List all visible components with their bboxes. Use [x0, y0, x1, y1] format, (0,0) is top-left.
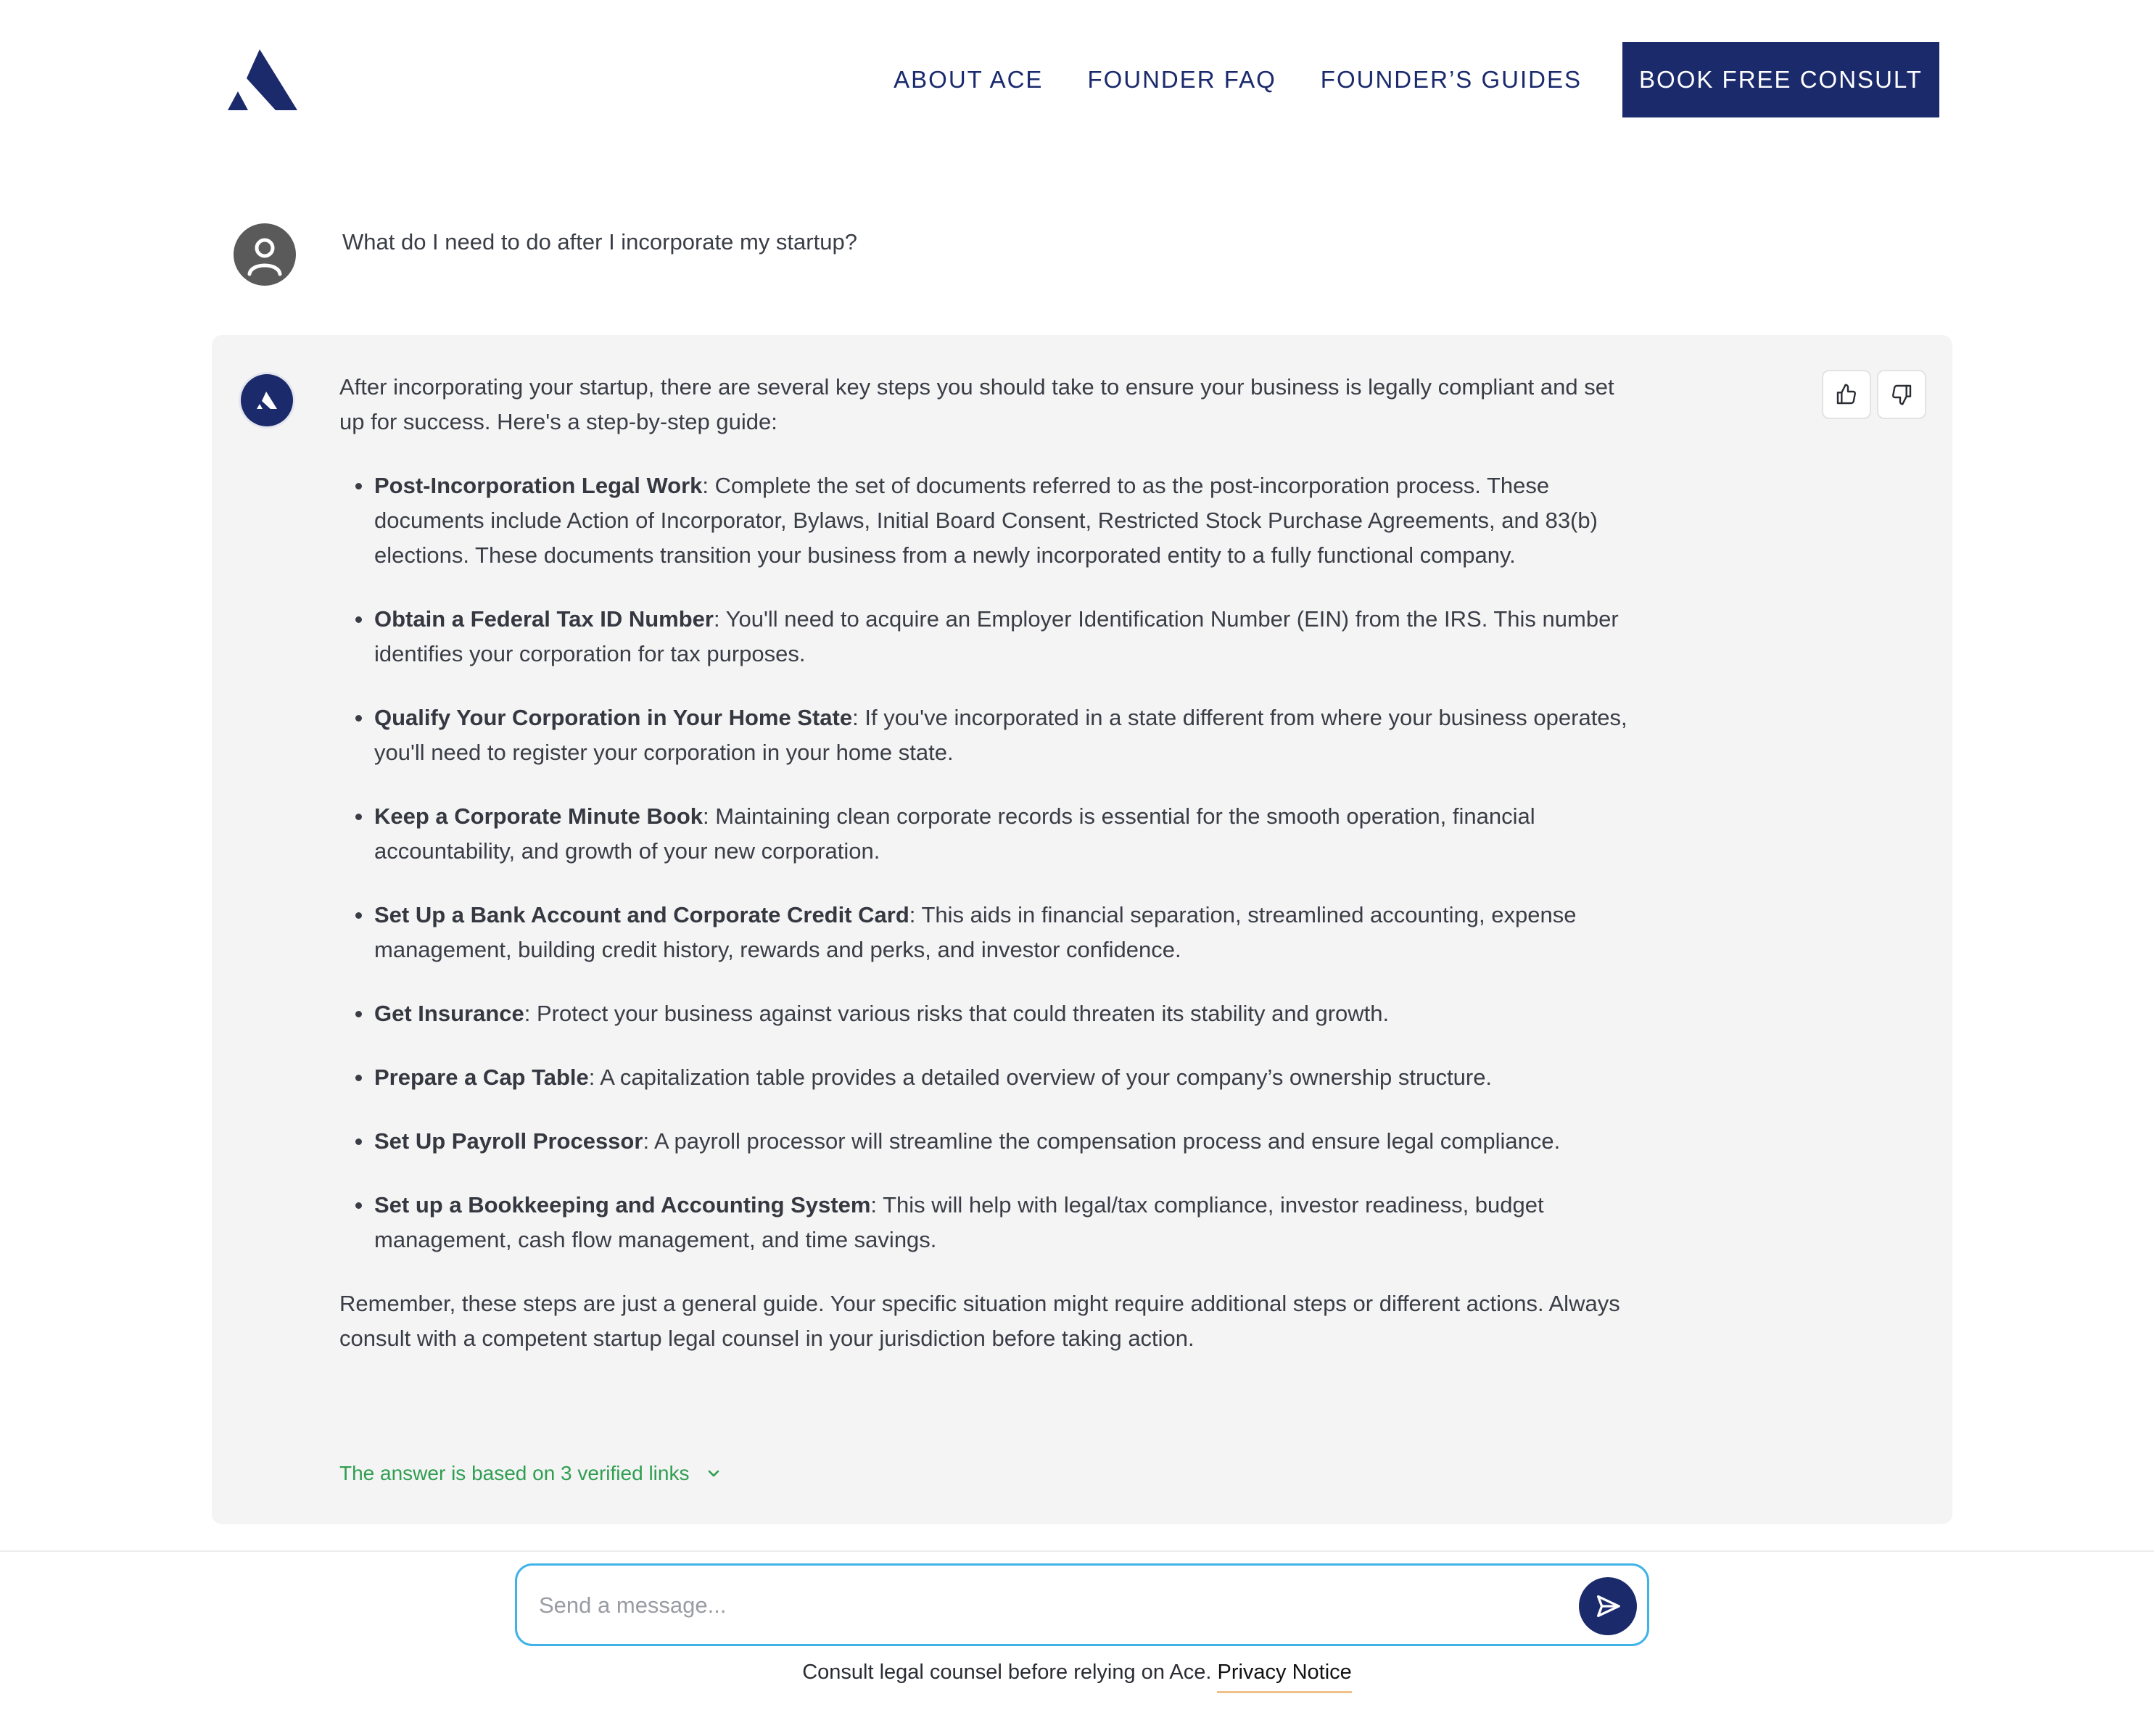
send-button[interactable]: [1579, 1577, 1637, 1635]
thumbs-up-icon: [1835, 383, 1858, 406]
list-item: [339, 602, 1645, 671]
list-item: [339, 700, 1645, 770]
thumbs-down-icon: [1890, 383, 1913, 406]
nav-founders-guides[interactable]: FOUNDER’S GUIDES: [1320, 66, 1582, 93]
step-text: : Protect your business against various risks that could threaten its stability and growth.: [524, 1001, 1390, 1026]
step-text: : This aids in financial separation, streamlined accounting, expense management, building credit history, rewards and perks, and investor confidence.: [374, 902, 1577, 962]
verified-links-toggle[interactable]: [339, 1462, 722, 1485]
user-question-text: What do I need to do after I incorporate my startup?: [342, 229, 857, 255]
send-icon: [1593, 1592, 1622, 1621]
step-text: : This will help with legal/tax compliance, investor readiness, budget management, cash flow management, and time savings.: [374, 1192, 1544, 1252]
answer-body: [339, 370, 1645, 1356]
step-title: Keep a Corporate Minute Book: [374, 803, 703, 829]
step-title: Set Up a Bank Account and Corporate Credit Card: [374, 902, 909, 927]
user-avatar-icon: [234, 223, 296, 286]
step-title: Get Insurance: [374, 1001, 524, 1026]
ace-avatar-icon: [241, 374, 293, 426]
step-text: : If you've incorporated in a state different from where your business operates, you'll need to register your corporation in your home state.: [374, 705, 1627, 765]
nav-founder-faq[interactable]: FOUNDER FAQ: [1087, 66, 1276, 93]
composer-divider: [0, 1550, 2154, 1552]
steps-list: [339, 468, 1645, 1257]
list-item: [339, 1060, 1645, 1095]
step-title: Obtain a Federal Tax ID Number: [374, 606, 714, 632]
site-header: [0, 0, 2154, 160]
chevron-down-icon: [705, 1465, 722, 1482]
step-text: : You'll need to acquire an Employer Identification Number (EIN) from the IRS. This number identifies your corporation for tax purposes.: [374, 606, 1619, 666]
list-item: [339, 898, 1645, 967]
list-item: [339, 468, 1645, 573]
book-free-consult-button[interactable]: BOOK FREE CONSULT: [1622, 42, 1939, 117]
step-title: Qualify Your Corporation in Your Home State: [374, 705, 853, 730]
list-item: [339, 799, 1645, 869]
step-title: Post-Incorporation Legal Work: [374, 473, 703, 498]
list-item: [339, 1124, 1645, 1159]
footer-disclaimer: [0, 1661, 2154, 1685]
main-nav: [894, 42, 1939, 117]
list-item: [339, 1188, 1645, 1257]
step-text: : A capitalization table provides a detailed overview of your company’s ownership structure.: [588, 1065, 1493, 1090]
step-title: Set Up Payroll Processor: [374, 1128, 643, 1154]
message-composer: [515, 1563, 1649, 1646]
user-message: [234, 223, 1974, 286]
step-title: Set up a Bookkeeping and Accounting System: [374, 1192, 871, 1218]
thumbs-down-button[interactable]: [1877, 370, 1926, 419]
step-text: : Complete the set of documents referred to as the post-incorporation process. These documents include Action of Incorporator, Bylaws, Initial Board Consent, Restricted Stock Purchase Agreements, and 83(b) elections. These documents transition your business from a newly incorporated entity to a fully functional company.: [374, 473, 1598, 568]
step-text: : Maintaining clean corporate records is essential for the smooth operation, financial accountability, and growth of your new corporation.: [374, 803, 1535, 864]
verified-links-label: The answer is based on 3 verified links: [339, 1462, 690, 1484]
thumbs-up-button[interactable]: [1822, 370, 1871, 419]
step-text: : A payroll processor will streamline the compensation process and ensure legal compliance.: [643, 1128, 1561, 1154]
step-title: Prepare a Cap Table: [374, 1065, 589, 1090]
ace-logo-icon[interactable]: [228, 49, 297, 110]
message-input[interactable]: [539, 1580, 1525, 1631]
answer-intro: After incorporating your startup, there are several key steps you should take to ensure your business is legally compliant and set up for success. Here's a step-by-step guide:: [339, 374, 1614, 434]
privacy-notice-link[interactable]: Privacy Notice: [1217, 1661, 1351, 1693]
nav-about-ace[interactable]: ABOUT ACE: [894, 66, 1044, 93]
disclaimer-text: Consult legal counsel before relying on Ace.: [802, 1661, 1218, 1684]
assistant-answer-card: [212, 335, 1952, 1524]
list-item: [339, 996, 1645, 1031]
answer-outro: Remember, these steps are just a general guide. Your specific situation might require additional steps or different actions. Always consult with a competent startup legal counsel in your jurisdiction before taking action.: [339, 1291, 1620, 1351]
